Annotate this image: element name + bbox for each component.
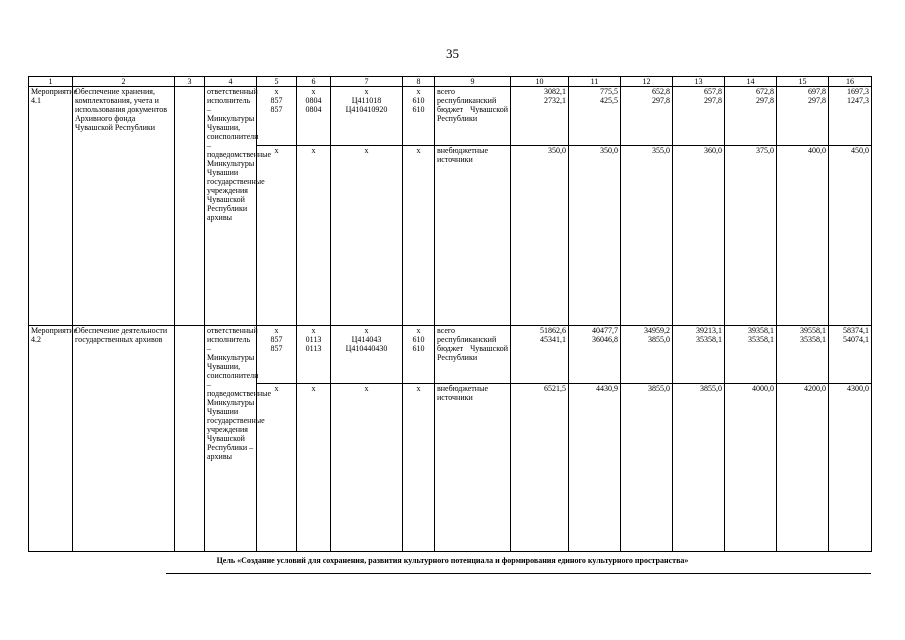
code-value: 0804: [305, 96, 322, 105]
header-cell: 3: [175, 77, 205, 87]
header-cell: 13: [673, 77, 725, 87]
code-value: 857: [270, 344, 283, 353]
column-3-cell: [175, 326, 205, 552]
code-value: х: [311, 87, 316, 96]
amount-cell: [777, 326, 829, 384]
amount-value: 775,5: [600, 87, 618, 96]
code-value: Ц410440430: [345, 344, 388, 353]
code-cell: [297, 326, 331, 384]
amount-value: 297,8: [808, 96, 826, 105]
code-cell: [257, 326, 297, 384]
code-value: 610: [412, 105, 425, 114]
code-value: Ц410410920: [345, 105, 388, 114]
amount-value: 652,8: [652, 87, 670, 96]
amount-value: 4200,0: [777, 384, 829, 552]
amount-cell: [673, 326, 725, 384]
amount-cell: [673, 87, 725, 146]
amount-value: 1247,3: [847, 96, 869, 105]
measure-number: Мероприятие 4.2: [29, 326, 73, 552]
amount-value: 35358,1: [800, 335, 826, 344]
amount-value: 350,0: [511, 146, 569, 326]
header-cell: 6: [297, 77, 331, 87]
funding-source-label: республиканский бюджет Чувашской Республики: [437, 96, 508, 123]
amount-cell: [621, 326, 673, 384]
code-cell: [257, 87, 297, 146]
amount-value: 39358,1: [748, 326, 774, 335]
code-value: х: [257, 384, 297, 552]
header-row: [29, 77, 872, 87]
measure-number: Мероприятие 4.1: [29, 87, 73, 326]
amount-value: 58374,1: [843, 326, 869, 335]
amount-value: 36046,8: [592, 335, 618, 344]
amount-value: 54074,1: [843, 335, 869, 344]
goal-heading: Цель «Создание условий для сохранения, развития культурного потенциала и формирования единого культурного пространства»: [216, 556, 689, 565]
code-value: х: [403, 384, 435, 552]
amount-value: 6521,5: [511, 384, 569, 552]
amount-cell: [511, 326, 569, 384]
code-value: 610: [412, 344, 425, 353]
column-3-cell: [175, 87, 205, 326]
amount-cell: [725, 326, 777, 384]
amount-value: 297,8: [756, 96, 774, 105]
table-row: [29, 326, 872, 384]
amount-value: 425,5: [600, 96, 618, 105]
header-cell: 15: [777, 77, 829, 87]
funding-source: [435, 326, 511, 384]
header-cell: 5: [257, 77, 297, 87]
code-value: х: [416, 326, 421, 335]
responsible-executor: ответственный исполнитель – Минкультуры Чувашии, соисполнители – подведомственные Минкультуры Чувашии государственные учреждения Чувашской Республики – архивы: [205, 326, 257, 552]
header-cell: 4: [205, 77, 257, 87]
amount-cell: [569, 87, 621, 146]
amount-value: 45341,1: [540, 335, 566, 344]
amount-cell: [569, 326, 621, 384]
header-cell: 9: [435, 77, 511, 87]
amount-value: 375,0: [725, 146, 777, 326]
amount-cell: [829, 326, 872, 384]
divider: [166, 573, 871, 574]
amount-value: 3855,0: [673, 384, 725, 552]
amount-value: 35358,1: [696, 335, 722, 344]
code-value: 857: [270, 335, 283, 344]
header-cell: 10: [511, 77, 569, 87]
amount-value: 1697,3: [847, 87, 869, 96]
code-value: х: [416, 87, 421, 96]
amount-value: 697,8: [808, 87, 826, 96]
amount-value: 2732,1: [544, 96, 566, 105]
header-cell: 12: [621, 77, 673, 87]
code-value: 0804: [305, 105, 322, 114]
funding-source-label: всего: [437, 326, 456, 335]
header-cell: 8: [403, 77, 435, 87]
code-value: х: [297, 384, 331, 552]
code-value: х: [364, 326, 369, 335]
code-cell: [403, 87, 435, 146]
amount-value: 360,0: [673, 146, 725, 326]
code-value: Ц414043: [351, 335, 382, 344]
header-cell: 2: [73, 77, 175, 87]
amount-value: 4300,0: [829, 384, 872, 552]
table-row: [29, 87, 872, 146]
code-cell: [297, 87, 331, 146]
measure-title: Обеспечение деятельности государственных архивов: [73, 326, 175, 552]
amount-cell: [725, 87, 777, 146]
funding-source-label: внебюджетные источники: [435, 146, 511, 326]
amount-value: 39213,1: [696, 326, 722, 335]
amount-value: 4000,0: [725, 384, 777, 552]
amount-value: 34959,2: [644, 326, 670, 335]
amount-value: 39558,1: [800, 326, 826, 335]
header-cell: 1: [29, 77, 73, 87]
amount-cell: [829, 87, 872, 146]
code-value: х: [311, 326, 316, 335]
code-cell: [331, 87, 403, 146]
amount-value: 297,8: [704, 96, 722, 105]
code-value: 0113: [305, 335, 322, 344]
amount-value: 450,0: [829, 146, 872, 326]
measure-title: Обеспечение хранения, комплектования, учета и использования документов Архивного фонда Чувашской Республики: [73, 87, 175, 326]
amount-value: 355,0: [621, 146, 673, 326]
code-value: х: [331, 146, 403, 326]
amount-cell: [777, 87, 829, 146]
header-cell: 7: [331, 77, 403, 87]
amount-value: 350,0: [569, 146, 621, 326]
code-value: х: [274, 87, 279, 96]
code-value: х: [257, 146, 297, 326]
code-value: х: [364, 87, 369, 96]
code-value: х: [403, 146, 435, 326]
code-value: 610: [412, 335, 425, 344]
funding-source-label: всего: [437, 87, 456, 96]
code-value: 857: [270, 96, 283, 105]
code-value: 857: [270, 105, 283, 114]
program-table: [28, 76, 872, 552]
funding-source: [435, 87, 511, 146]
code-value: Ц411018: [351, 96, 382, 105]
header-cell: 16: [829, 77, 872, 87]
amount-value: 297,8: [652, 96, 670, 105]
code-cell: [331, 326, 403, 384]
code-value: х: [297, 146, 331, 326]
responsible-executor: ответственный исполнитель – Минкультуры Чувашии, соисполнители – подведомственные Минкультуры Чувашии государственные учреждения Чувашской Республики архивы: [205, 87, 257, 326]
amount-cell: [511, 87, 569, 146]
amount-value: 657,8: [704, 87, 722, 96]
funding-source-label: республиканский бюджет Чувашской Республики: [437, 335, 508, 362]
amount-value: 3082,1: [544, 87, 566, 96]
code-value: х: [274, 326, 279, 335]
amount-value: 672,8: [756, 87, 774, 96]
code-value: 0113: [305, 344, 322, 353]
header-cell: 11: [569, 77, 621, 87]
code-value: 610: [412, 96, 425, 105]
funding-source-label: внебюджетные источники: [435, 384, 511, 552]
amount-value: 4430,9: [569, 384, 621, 552]
amount-cell: [621, 87, 673, 146]
amount-value: 3855,0: [621, 384, 673, 552]
header-cell: 14: [725, 77, 777, 87]
amount-value: 400,0: [777, 146, 829, 326]
amount-value: 35358,1: [748, 335, 774, 344]
amount-value: 3855,0: [648, 335, 670, 344]
code-value: х: [331, 384, 403, 552]
amount-value: 51862,6: [540, 326, 566, 335]
amount-value: 40477,7: [592, 326, 618, 335]
page-number: 35: [446, 46, 459, 61]
code-cell: [403, 326, 435, 384]
